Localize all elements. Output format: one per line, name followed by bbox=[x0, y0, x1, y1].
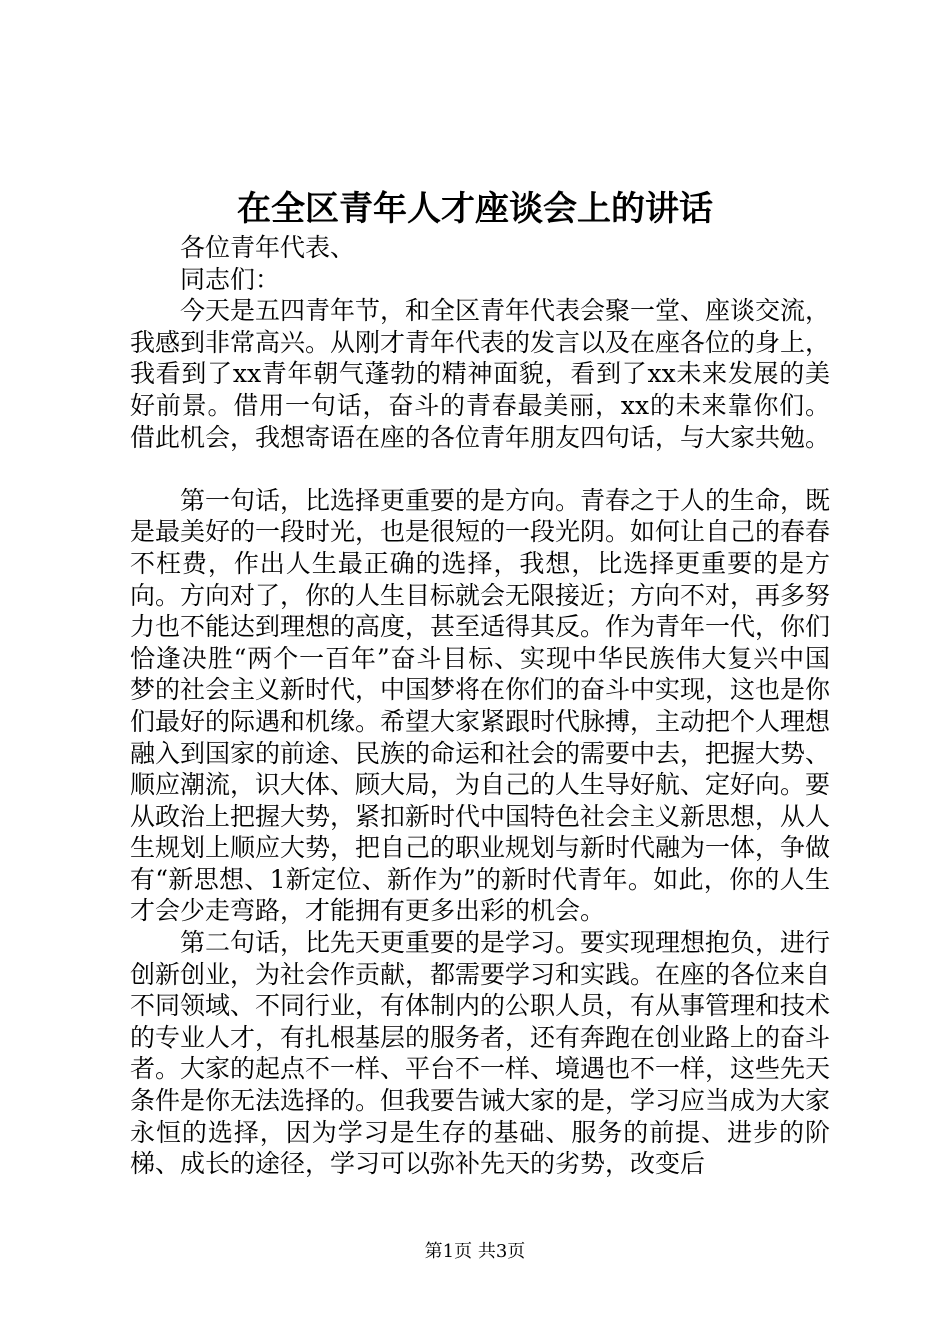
document-title: 在全区青年人才座谈会上的讲话 bbox=[237, 189, 713, 229]
paragraph: 第一句话，比选择更重要的是方向。青春之于人的生命，既是最美好的一段时光，也是很短的一段光阴。如何让自己的春春不枉费，作出人生最正确的选择，我想，比选择更重要的是方向。方向对了，你的人生目标就会无限接近；方向不对，再多努力也不能达到理想的高度，甚至适得其反。作为青年一代，你们恰逢决胜“两个一百年”奋斗目标、实现中华民族伟大复兴中国梦的社会主义新时代，中国梦将在你们的奋斗中实现，这也是你们最好的际遇和机缘。希望大家紧跟时代脉搏，主动把个人理想融入到国家的前途、民族的命运和社会的需要中去，把握大势、顺应潮流，识大体、顾大局，为自己的人生导好航、定好向。要从政治上把握大势，紧扣新时代中国特色社会主义新思想，从人生规划上顺应大势，把自己的职业规划与新时代融为一体，争做有“新思想、1新定位、新作为”的新时代青年。如此，你的人生才会少走弯路，才能拥有更多出彩的机会。 bbox=[130, 485, 831, 926]
salutation-line: 同志们： bbox=[180, 264, 281, 294]
page-footer: 第1页 共3页 bbox=[424, 1241, 526, 1262]
salutation-line: 各位青年代表、 bbox=[180, 233, 356, 262]
paragraph: 第二句话，比先天更重要的是学习。要实现理想抱负，进行创新创业，为社会作贡献，都需要学习和实践。在座的各位来自不同领域、不同行业，有体制内的公职人员，有从事管理和技术的专业人才，有扎根基层的服务者，还有奔跑在创业路上的奋斗者。大家的起点不一样、平台不一样、境遇也不一样，这些先天条件是你无法选择的。但我要告诫大家的是，学习应当成为大家永恒的选择，因为学习是生存的基础、服务的前提、进步的阶梯、成长的途径，学习可以弥补先天的劣势，改变后 bbox=[130, 928, 831, 1179]
document-body bbox=[130, 232, 830, 1180]
paragraph: 今天是五四青年节，和全区青年代表会聚一堂、座谈交流，我感到非常高兴。从刚才青年代表的发言以及在座各位的身上，我看到了xx青年朝气蓬勃的精神面貌，看到了xx未来发展的美好前景。借用一句话，奋斗的青春最美丽，xx的未来靠你们。借此机会，我想寄语在座的各位青年朋友四句话，与大家共勉。 bbox=[130, 296, 831, 452]
